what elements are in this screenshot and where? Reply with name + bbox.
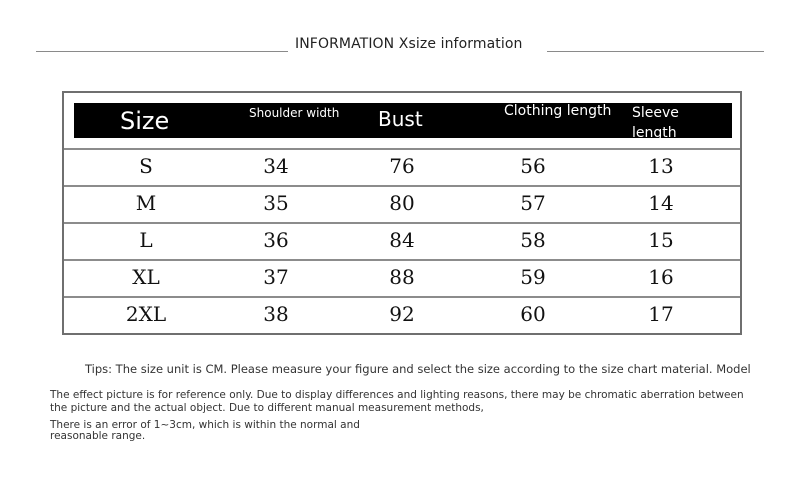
page-title: INFORMATION Xsize information [295,36,523,52]
header-clothing-length: Clothing length [504,103,612,119]
cell-size: L [139,228,153,252]
cell-bust: 76 [389,154,415,178]
table-row [64,185,740,221]
cell-length: 57 [520,191,546,215]
table-header [74,103,732,141]
cell-size: S [139,154,153,178]
cell-shoulder: 38 [263,302,289,326]
size-table [62,91,742,335]
cell-bust: 92 [389,302,415,326]
cell-shoulder: 37 [263,265,289,289]
cell-sleeve: 13 [648,154,674,178]
cell-length: 59 [520,265,546,289]
cell-size: M [135,191,157,215]
table-row [64,259,740,295]
cell-shoulder: 34 [263,154,289,178]
cell-sleeve: 15 [648,228,674,252]
error-range-text: There is an error of 1~3cm, which is within the normal and reasonable range. [50,419,360,442]
cell-length: 58 [520,228,546,252]
cell-length: 60 [520,302,546,326]
cell-length: 56 [520,154,546,178]
table-row [64,296,740,332]
cell-size: XL [132,265,160,289]
header-sleeve-length: Sleeve length [632,105,679,141]
title-rule-right [547,51,764,52]
cell-size: 2XL [125,302,167,326]
table-row [64,148,740,184]
cell-sleeve: 16 [648,265,674,289]
cell-sleeve: 17 [648,302,674,326]
cell-bust: 88 [389,265,415,289]
header-bust: Bust [378,107,423,131]
tips-text: Tips: The size unit is CM. Please measure your figure and select the size according to the size chart material. Model [85,362,751,376]
cell-shoulder: 35 [263,191,289,215]
cell-shoulder: 36 [263,228,289,252]
cell-sleeve: 14 [648,191,674,215]
header-size: Size [120,107,170,135]
table-row [64,222,740,258]
cell-bust: 84 [389,228,415,252]
cell-bust: 80 [389,191,415,215]
header-shoulder-width: Shoulder width [249,106,340,120]
disclaimer-text: The effect picture is for reference only. Due to display differences and lighting reasons, there may be chromatic aberration between the picture and the actual object. Due to different manual measurement methods, [50,389,744,414]
title-rule-left [36,51,288,52]
